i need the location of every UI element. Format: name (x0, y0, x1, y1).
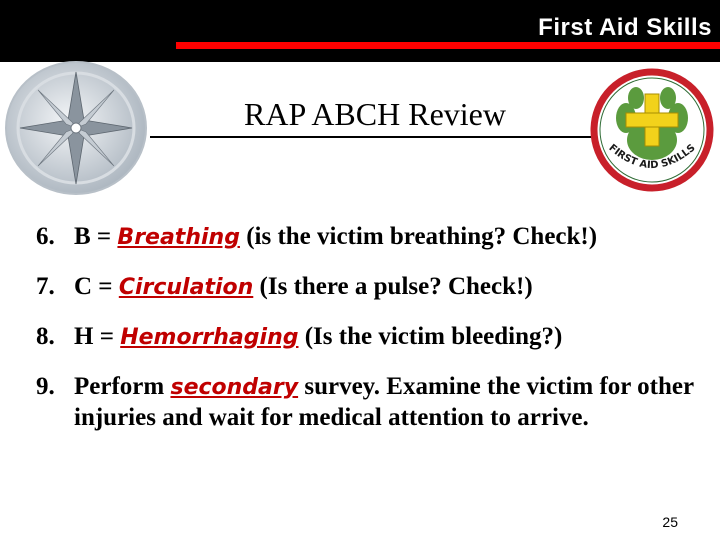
item-text: H = Hemorrhaging (Is the victim bleeding?) (74, 323, 563, 350)
item-number: 9. (36, 373, 55, 400)
item-term: Breathing (117, 225, 240, 250)
item-text: B = Breathing (is the victim breathing? Check!) (74, 223, 598, 250)
first-aid-badge-logo (590, 68, 718, 196)
item-term: Hemorrhaging (120, 325, 299, 350)
item-number: 7. (36, 273, 55, 300)
review-list (36, 222, 716, 452)
title-underline (150, 136, 600, 138)
item-number: 8. (36, 323, 55, 350)
list-item (36, 272, 716, 303)
item-text: Perform secondary survey. Examine the victim for other injuries and wait for medical attention to arrive. (74, 373, 694, 431)
compass-rose-icon (0, 60, 160, 210)
list-item (36, 372, 716, 433)
list-item (36, 322, 716, 353)
item-term: secondary (170, 375, 299, 400)
header-red-line (176, 42, 720, 49)
item-text: C = Circulation (Is there a pulse? Check!) (74, 273, 533, 300)
list-item (36, 222, 716, 253)
badge-text: FIRST AID SKILLS (606, 142, 698, 172)
item-number: 6. (36, 223, 55, 250)
slide-title: RAP ABCH Review (244, 96, 506, 132)
page-number: 25 (662, 514, 678, 530)
header-title: First Aid Skills (538, 14, 712, 41)
item-term: Circulation (118, 275, 254, 300)
